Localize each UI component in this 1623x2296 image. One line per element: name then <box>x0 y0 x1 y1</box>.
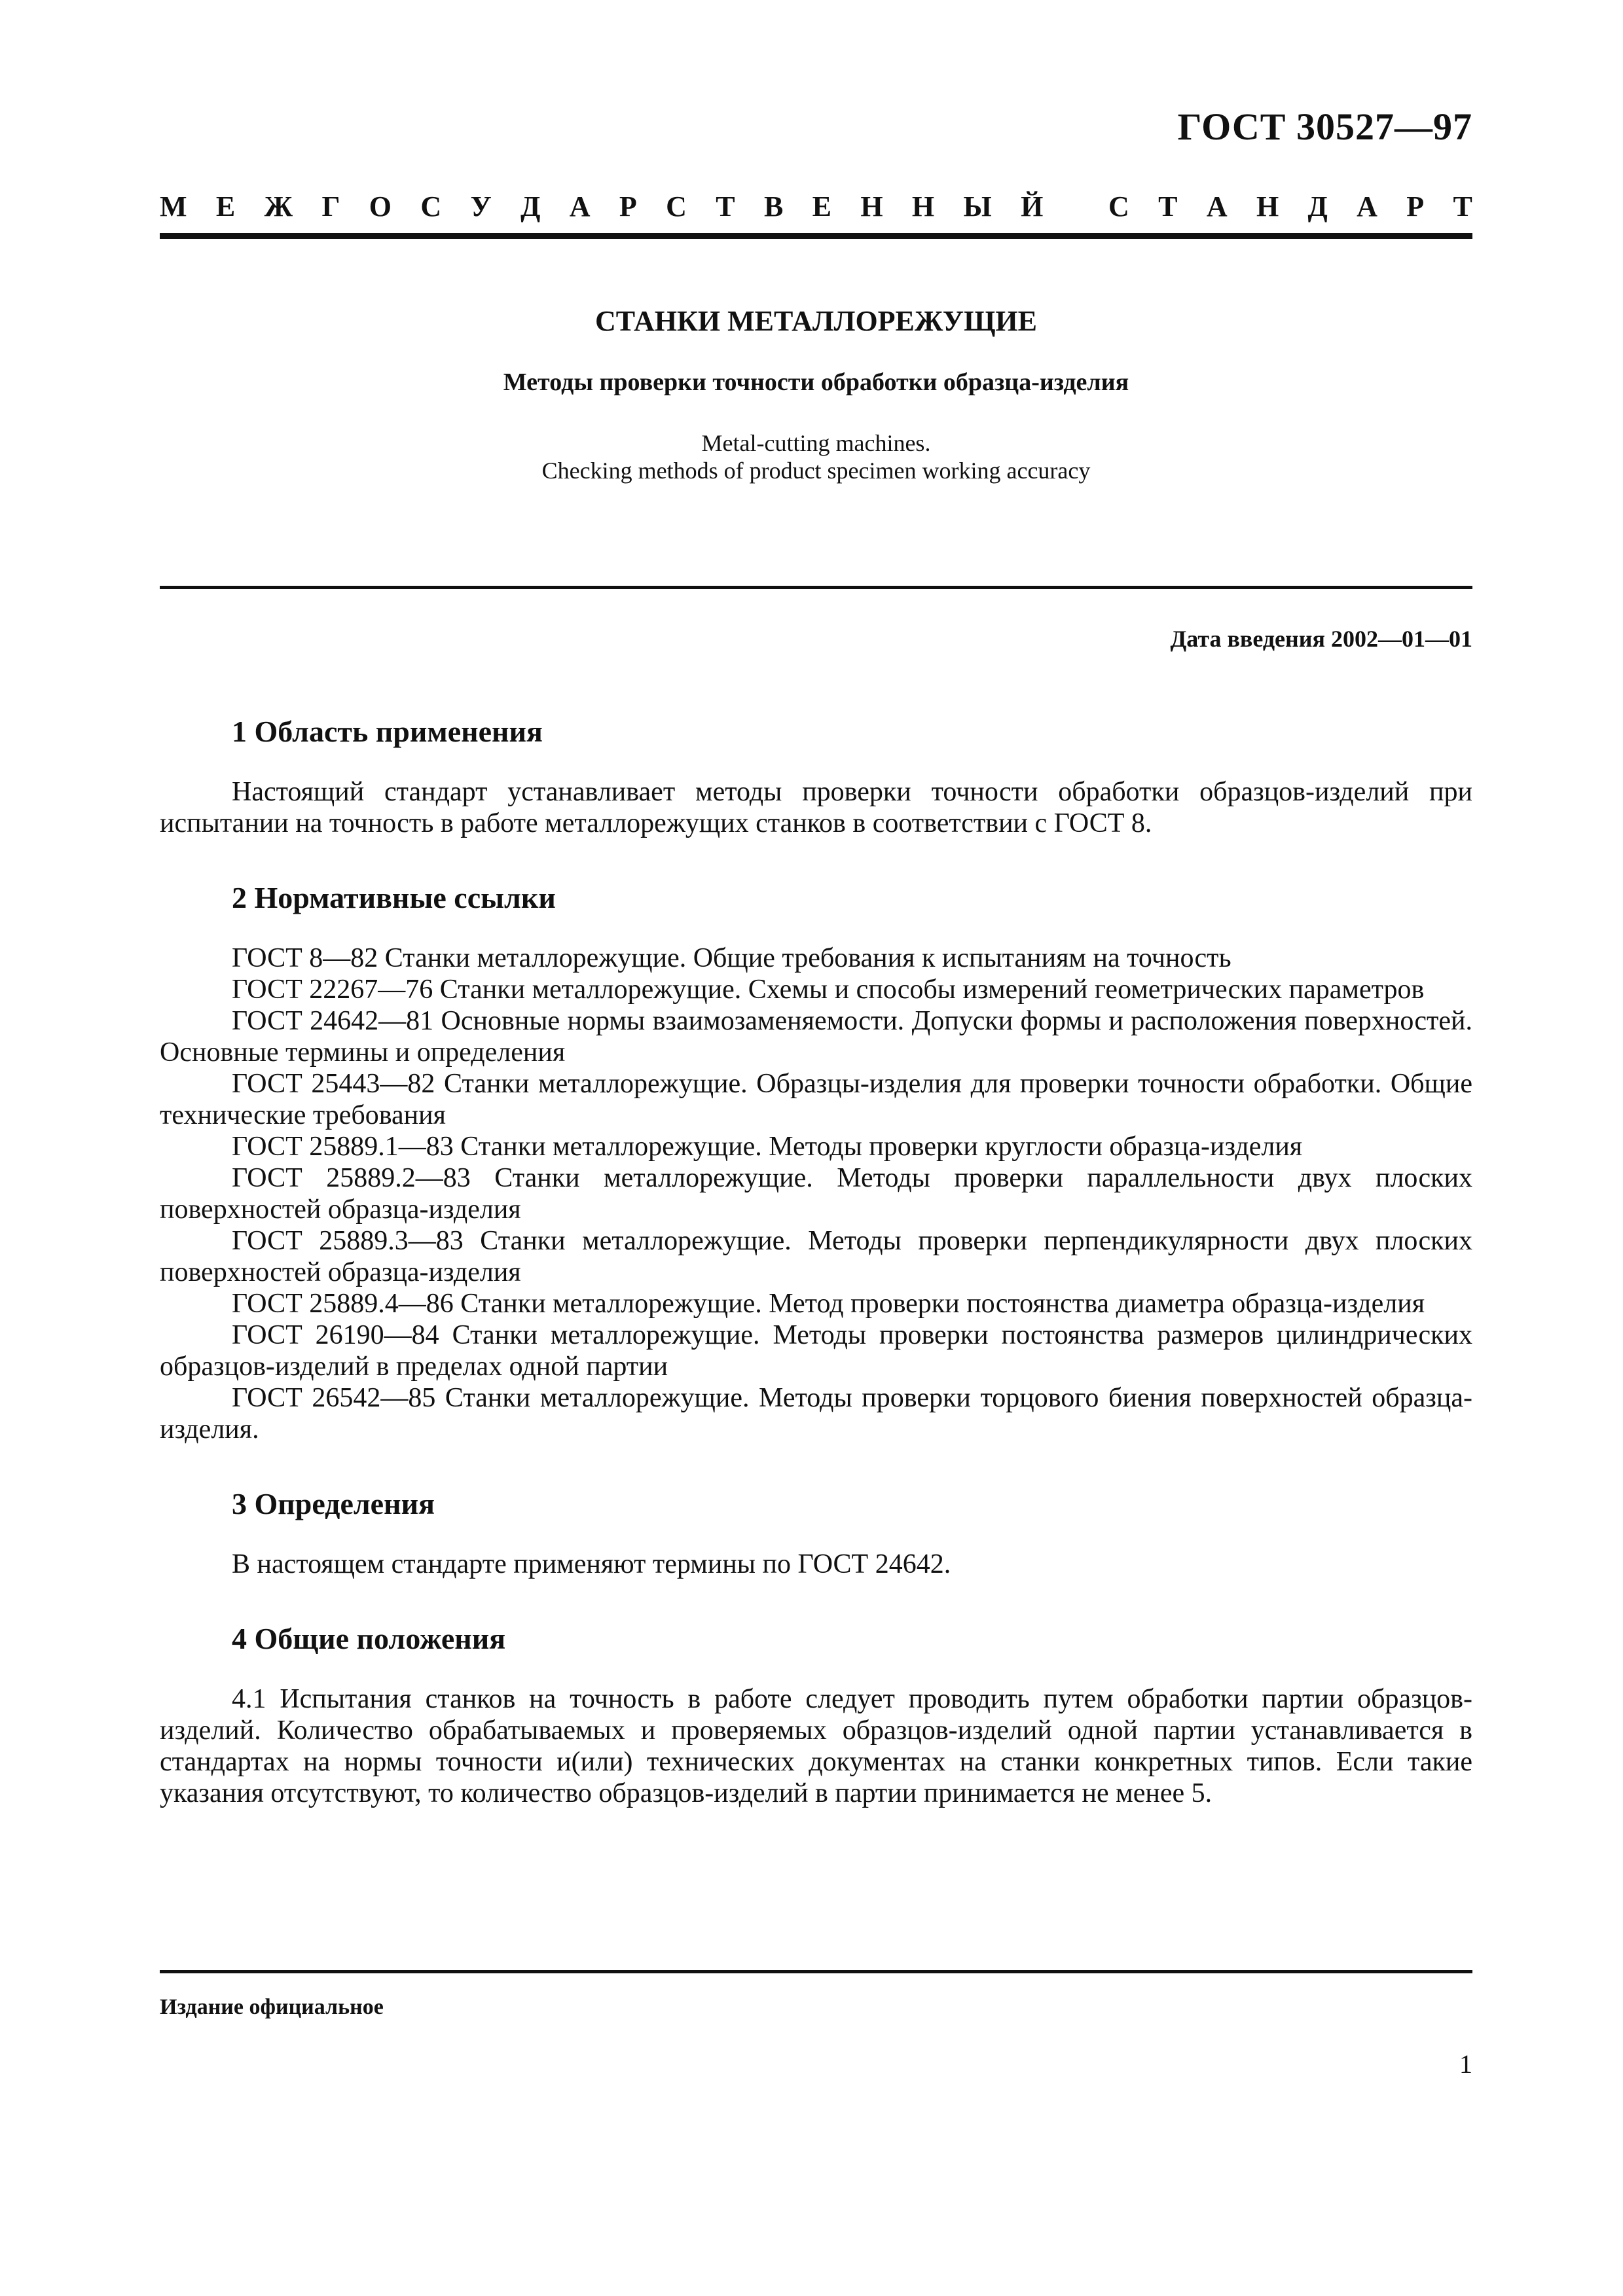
english-title-line-1: Metal-cutting machines. <box>701 430 931 456</box>
title-rule <box>160 586 1472 589</box>
band-letter: Ы <box>963 190 992 223</box>
band-letter: Ж <box>264 190 293 223</box>
english-title <box>160 429 1472 485</box>
band-letter: Е <box>215 190 236 223</box>
band-letter: С <box>666 190 687 223</box>
reference-item: ГОСТ 26542—85 Станки металлорежущие. Методы проверки торцового биения поверхностей образца-изделия. <box>160 1383 1472 1444</box>
section-normative-references <box>160 880 1472 1445</box>
band-letter: Т <box>716 190 735 223</box>
band-letter: Н <box>911 190 935 223</box>
reference-item: ГОСТ 25889.3—83 Станки металлорежущие. Методы проверки перпендикулярности двух плоских поверхностей образца-изделия <box>160 1226 1472 1287</box>
band-letter: Т <box>1158 190 1178 223</box>
band-letter: Д <box>520 190 541 223</box>
band-letter: А <box>569 190 591 223</box>
band-letter: Н <box>1256 190 1279 223</box>
standard-number: ГОСТ 30527—97 <box>1177 105 1472 148</box>
section-title: 3 Определения <box>232 1487 435 1520</box>
band-letter: С <box>420 190 442 223</box>
page-number: 1 <box>1459 2049 1472 2079</box>
section-paragraph: Настоящий стандарт устанавливает методы проверки точности обработки образцов-изделий при испытании на точность в работе металлорежущих станков в соответствии с ГОСТ 8. <box>160 777 1472 838</box>
english-title-line-2: Checking methods of product specimen working accuracy <box>541 457 1091 484</box>
section-paragraph: В настоящем стандарте применяют термины по ГОСТ 24642. <box>232 1549 951 1579</box>
reference-item: ГОСТ 8—82 Станки металлорежущие. Общие требования к испытаниям на точность <box>232 943 1231 973</box>
reference-item: ГОСТ 24642—81 Основные нормы взаимозаменяемости. Допуски формы и расположения поверхностей. Основные термины и определения <box>160 1006 1472 1067</box>
band-letter: С <box>1108 190 1129 223</box>
band-letter: А <box>1357 190 1377 223</box>
band-letter: О <box>369 190 392 223</box>
section-title: 2 Нормативные ссылки <box>232 881 556 914</box>
edition-label: Издание официальное <box>160 1995 384 2019</box>
band-letter: Т <box>1453 190 1472 223</box>
reference-item: ГОСТ 26190—84 Станки металлорежущие. Методы проверки постоянства размеров цилиндрических образцов-изделий в пределах одной партии <box>160 1320 1472 1382</box>
section-title: 1 Область применения <box>232 715 543 748</box>
reference-item: ГОСТ 25889.2—83 Станки металлорежущие. Методы проверки параллельности двух плоских поверхностей образца-изделия <box>160 1163 1472 1225</box>
section-paragraph: 4.1 Испытания станков на точность в работе следует проводить путем обработки партии образцов-изделий. Количество обрабатываемых и проверяемых образцов-изделий одной партии устанавливается в стандартах на нормы точности и(или) технических документах на станки конкретных типов. Если такие указания отсутствуют, то количество образцов-изделий в партии принимается не менее 5. <box>160 1684 1472 1808</box>
section-title: 4 Общие положения <box>232 1622 506 1655</box>
section-general-provisions <box>160 1621 1472 1809</box>
band-letter: Р <box>619 190 637 223</box>
reference-item: ГОСТ 25889.4—86 Станки металлорежущие. Метод проверки постоянства диаметра образца-изделия <box>232 1289 1425 1319</box>
reference-item: ГОСТ 22267—76 Станки металлорежущие. Схемы и способы измерений геометрических параметров <box>232 975 1425 1005</box>
section-scope <box>160 713 1472 839</box>
document-subtitle: Методы проверки точности обработки образца-изделия <box>503 368 1129 396</box>
header-rule <box>160 233 1472 239</box>
band-letter: Р <box>1406 190 1425 223</box>
section-definitions <box>160 1486 1472 1580</box>
band-letter: Д <box>1307 190 1328 223</box>
document-title: СТАНКИ МЕТАЛЛОРЕЖУЩИЕ <box>595 305 1037 337</box>
band-letter: Е <box>812 190 831 223</box>
title-block <box>160 304 1472 485</box>
band-letter <box>1072 190 1080 223</box>
band-letter: Й <box>1021 190 1044 223</box>
introduction-date: Дата введения 2002—01—01 <box>1170 626 1472 652</box>
interstate-standard-band <box>160 190 1472 223</box>
band-letter: Г <box>321 190 340 223</box>
reference-item: ГОСТ 25443—82 Станки металлорежущие. Образцы-изделия для проверки точности обработки. Общие технические требования <box>160 1069 1472 1130</box>
document-body <box>160 713 1472 1850</box>
band-letter: М <box>160 190 187 223</box>
band-letter: Н <box>860 190 883 223</box>
footer-rule <box>160 1970 1472 1973</box>
reference-item: ГОСТ 25889.1—83 Станки металлорежущие. Методы проверки круглости образца-изделия <box>232 1132 1303 1162</box>
band-letter: А <box>1206 190 1228 223</box>
band-letter: В <box>763 190 784 223</box>
band-letter: У <box>470 190 492 223</box>
